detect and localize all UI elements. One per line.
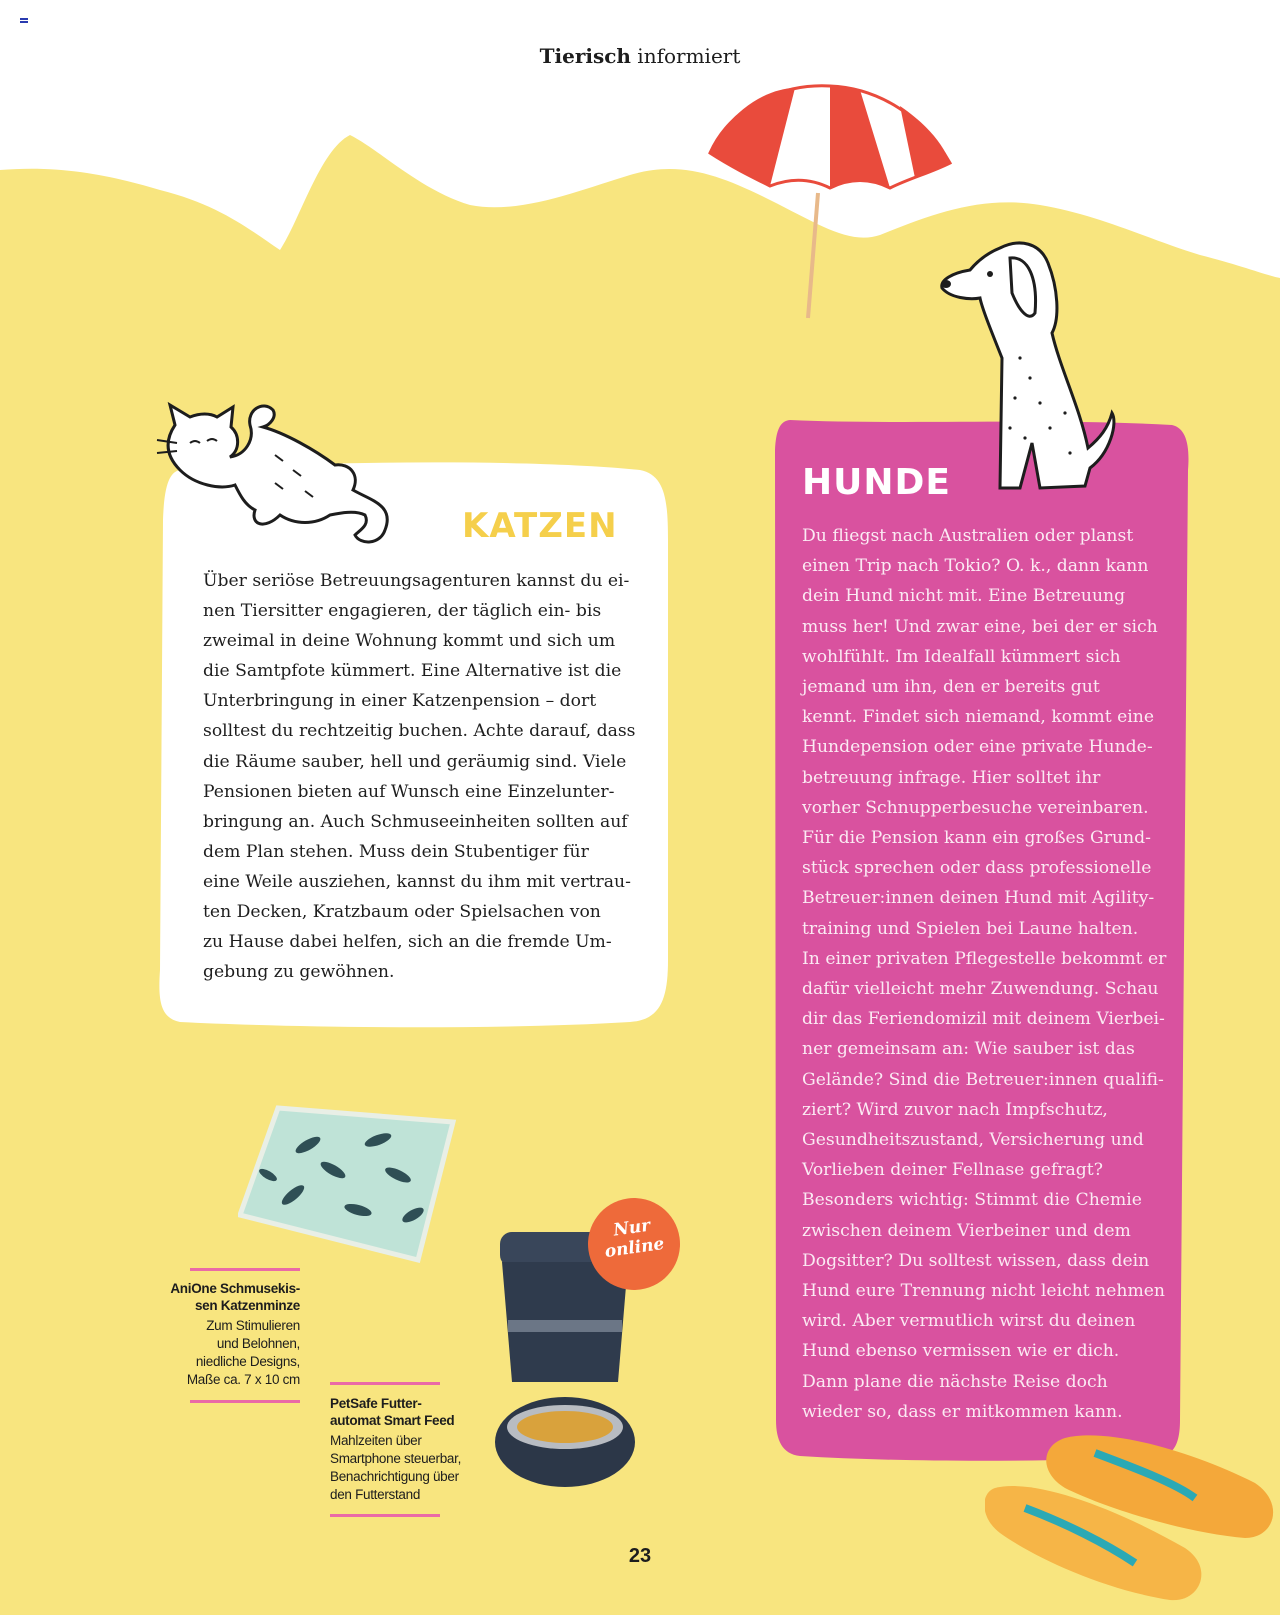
- flip-flops-image: [985, 1428, 1280, 1615]
- product-title: AniOne Schmusekis- sen Katzenminze: [170, 1281, 300, 1313]
- online-only-badge-text: Nur online: [603, 1215, 666, 1263]
- caption-rule: [190, 1268, 300, 1271]
- caption-rule: [330, 1514, 440, 1517]
- caption-rule: [330, 1382, 440, 1385]
- beach-umbrella-icon: [700, 78, 960, 328]
- katzen-body-text: Über seriöse Betreuungsagenturen kannst du ei- nen Tiersitter engagieren, der täglich ein- bis zweimal in deine Wohnung kommt und sich um die Samtpfote kümmert. Eine Alternative ist die Unterbringung in einer Katzenpension – dort solltest du rechtzeitig buchen. Achte darauf, dass die Räume sauber, hell und geräumig sind. Viele Pensionen bieten auf Wunsch eine Einzelunter- bringung an. Auch Schmuseeinheiten sollten auf dem Plan stehen. Muss dein Stubentiger für eine Weile ausziehen, kannst du ihm mit vertrau- ten Decken, Kratzbaum oder Spielsachen von zu Hause dabei helfen, sich an die fremde Um- gebung zu gewöhnen.: [203, 571, 636, 983]
- hunde-heading: HUNDE: [802, 462, 951, 503]
- product-title: PetSafe Futter- automat Smart Feed: [330, 1396, 455, 1428]
- cat-illustration: [155, 395, 400, 560]
- dog-illustration: [940, 238, 1120, 500]
- header-title-bold: Tierisch: [539, 44, 631, 68]
- header-title-light: informiert: [637, 44, 741, 68]
- page-number: 23: [628, 1545, 652, 1567]
- caption-rule: [190, 1400, 300, 1403]
- product-description: Mahlzeiten über Smartphone steuerbar, Benachrichtigung über den Futterstand: [330, 1433, 462, 1502]
- katzen-heading: KATZEN: [462, 506, 618, 546]
- product-description: Zum Stimulieren und Belohnen, niedliche Designs, Maße ca. 7 x 10 cm: [186, 1318, 300, 1387]
- menu-icon[interactable]: [20, 18, 28, 25]
- page-header: [0, 44, 1280, 68]
- hunde-body-text: Du fliegst nach Australien oder planst einen Trip nach Tokio? O. k., dann kann dein Hund nicht mit. Eine Betreuung muss her! Und zwar eine, bei der er sich wohlfühlt. Im Idealfall kümmert sich jemand um ihn, den er bereits gut kennt. Findet sich niemand, kommt eine Hundepension oder eine private Hunde- betreuung infrage. Hier solltet ihr vorher Schnupperbesuche vereinbaren. Für die Pension kann ein großes Grund- stück sprechen oder dass professionelle Betreuer:innen deinen Hund mit Agility- training und Spielen bei Laune halten. In einer privaten Pflegestelle bekommt er dafür vielleicht mehr Zuwendung. Schau dir das Feriendomizil mit deinem Vierbei- ner gemeinsam an: Wie sauber ist das Gelände? Sind die Betreuer:innen qualifi- ziert? Wird zuvor nach Impfschutz, Gesundheitszustand, Versicherung und Vorlieben deiner Fellnase gefragt? Besonders wichtig: Stimmt die Chemie zwischen deinem Vierbeiner und dem Dogsitter? Du solltest wissen, dass dein Hund eure Trennung nicht leicht nehmen wird. Aber vermutlich wirst du deinen Hund ebenso vermissen wie er dich. Dann plane die nächste Reise doch wieder so, dass er mitkommen kann.: [802, 526, 1167, 1422]
- cushion-image: [238, 1100, 460, 1265]
